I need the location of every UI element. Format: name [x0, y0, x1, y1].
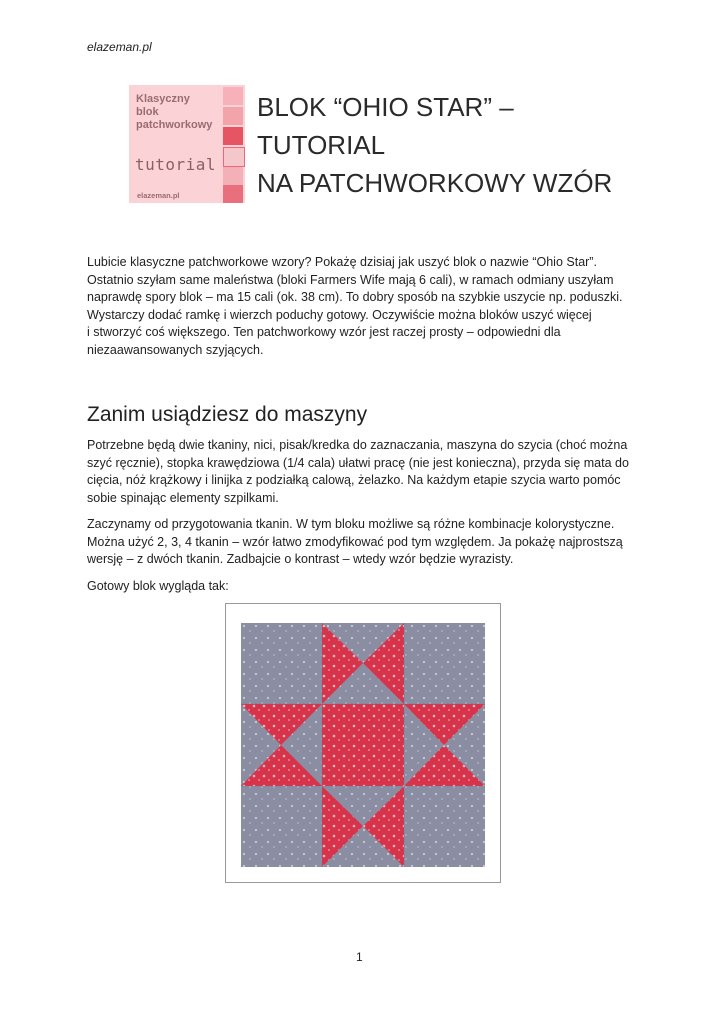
swatch-3	[223, 127, 243, 145]
logo-line-3: patchworkowy	[136, 119, 213, 131]
fabrics-line: Można użyć 2, 3, 4 tkanin – wzór łatwo zmodyfikować pod tym względem. Ja pokażę najprostszą	[87, 534, 623, 549]
page-title	[257, 88, 612, 202]
tutorial-logo	[129, 85, 245, 203]
intro-line: naprawdę spory blok – ma 15 cali (ok. 38 cm). To dobry sposób na szybkie uszycie np. poduszki.	[87, 290, 623, 304]
section-heading: Zanim usiądziesz do maszyny	[87, 403, 368, 426]
star-point-left	[241, 704, 322, 786]
logo-line-2: blok	[136, 106, 159, 118]
page-number: 1	[356, 950, 363, 964]
intro-line: Lubicie klasyczne patchworkowe wzory? Pokażę dzisiaj jak uszyć blok o nazwie “Ohio Star”.	[87, 255, 597, 269]
intro-line: Wystarczy dodać ramkę i wierzch poduchy gotowy. Oczywiście można bloków uszyć więcej	[87, 307, 592, 322]
corner-top-right	[404, 623, 485, 704]
intro-line: Ostatnio szyłam same maleństwa (bloki Farmers Wife mają 6 cali), w ramach odmiany uszyłam	[87, 272, 614, 287]
corner-top-left	[241, 623, 322, 704]
logo-line-1: Klasyczny	[136, 93, 190, 105]
logo-url: elazeman.pl	[137, 191, 180, 200]
swatch-6	[223, 185, 243, 203]
title-line-1: BLOK “OHIO STAR” –	[257, 92, 514, 122]
swatch-2	[223, 107, 243, 125]
intro-line: i stworzyć coś większego. Ten patchworkowy wzór jest raczej prosty – odpowiedni dla	[87, 325, 561, 339]
materials-line: Potrzebne będą dwie tkaniny, nici, pisak/kredka do zaznaczania, maszyna do szycia (choć można	[87, 438, 628, 452]
intro-paragraph	[87, 254, 647, 359]
star-point-right	[404, 704, 485, 786]
logo-fabric-swatches	[223, 85, 245, 203]
materials-line: szyć ręcznie), stopka krawędziowa (1/4 cala) ułatwi pracę (nie jest konieczna), przyda się mata do	[87, 455, 629, 470]
site-name: elazeman.pl	[87, 40, 152, 54]
materials-line: cięcia, nóż krążkowy i linijka z podziałką calową, żelazko. Na każdym etapie szycia warto pomóc	[87, 473, 621, 487]
star-point-bottom	[322, 786, 404, 867]
intro-line: niezaawansowanych szyjących.	[87, 342, 264, 357]
fabrics-paragraph	[87, 516, 647, 569]
ohio-star-block-image	[226, 604, 500, 882]
swatch-4	[223, 147, 245, 167]
title-line-3: NA PATCHWORKOWY WZÓR	[257, 168, 613, 198]
swatch-1	[223, 87, 243, 105]
logo-heading	[136, 93, 228, 132]
ohio-star-block-photo	[225, 603, 501, 883]
corner-bottom-right	[404, 786, 485, 867]
corner-bottom-left	[241, 786, 322, 867]
fabrics-line: wersję – z dwóch tkanin. Zadbajcie o kontrast – wtedy wzór będzie wyrazisty.	[87, 552, 514, 566]
star-point-top	[322, 623, 404, 704]
logo-tutorial-text: tutorial	[135, 155, 217, 174]
result-caption: Gotowy blok wygląda tak:	[87, 579, 229, 593]
center-square	[322, 704, 404, 786]
fabrics-line: Zaczynamy od przygotowania tkanin. W tym bloku możliwe są różne kombinacje kolorystyczne.	[87, 517, 615, 531]
title-line-2: TUTORIAL	[257, 130, 386, 160]
materials-paragraph	[87, 437, 647, 507]
materials-line: sobie spinając elementy szpilkami.	[87, 490, 279, 505]
swatch-5	[223, 167, 243, 185]
